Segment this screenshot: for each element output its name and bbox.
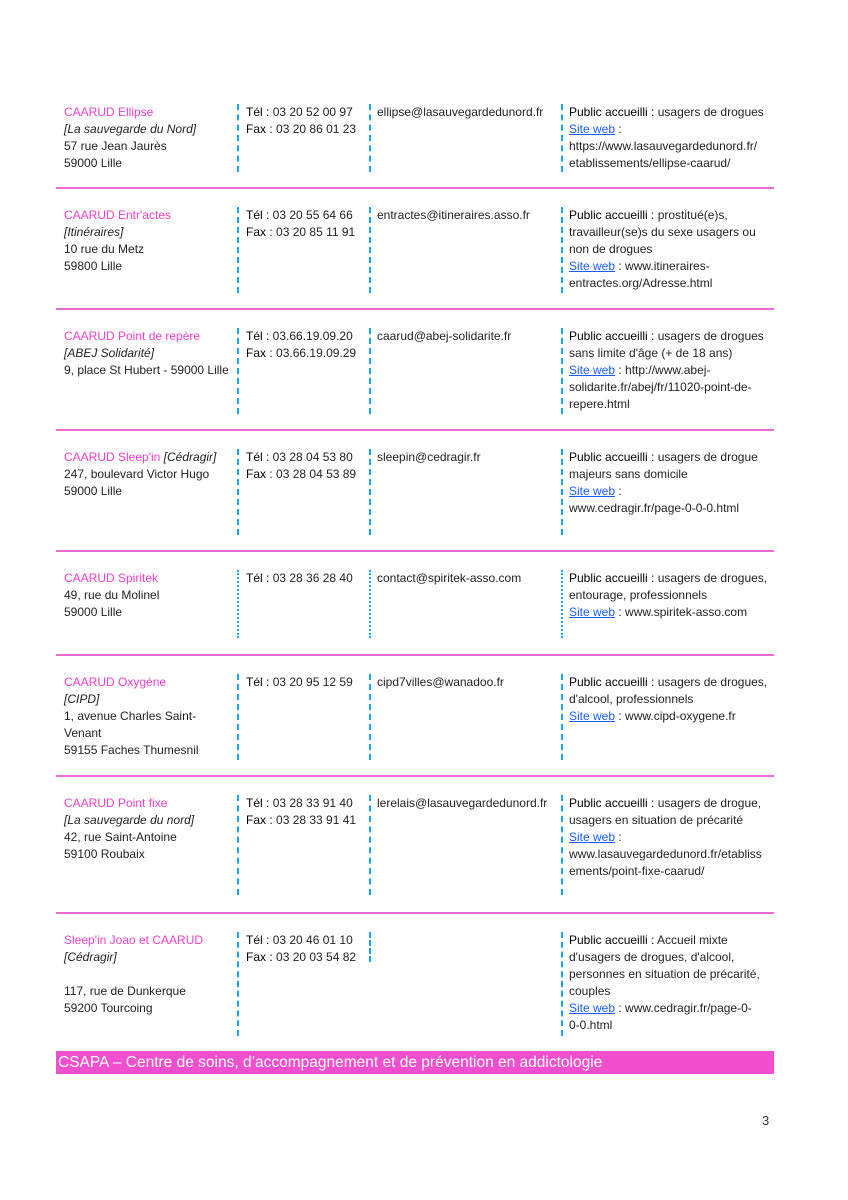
public-text: d'alcool, professionnels — [569, 692, 694, 706]
entry-phone-block — [238, 207, 370, 241]
site-web-link[interactable]: Site web — [569, 363, 616, 377]
entry-phone-block — [238, 328, 370, 362]
section-banner-csapa — [56, 1051, 774, 1074]
tel-value: : 03 28 04 53 80 — [266, 450, 353, 464]
entry-phone-block — [238, 932, 370, 966]
entry-email[interactable]: caarud@abej-solidarite.fr — [377, 329, 512, 343]
entry-phone-block — [238, 449, 370, 483]
entry-address-line: Venant — [64, 726, 102, 740]
entry-public-block — [561, 570, 781, 621]
public-text: Accueil mixte — [657, 933, 728, 947]
fax-label: Fax — [246, 225, 267, 239]
public-text: usagers de drogue, — [657, 796, 762, 810]
public-text: usagers de drogues, — [657, 571, 768, 585]
entry-email[interactable]: cipd7villes@wanadoo.fr — [377, 675, 504, 689]
entry-address-line: 59200 Tourcoing — [64, 1001, 153, 1015]
entry-address-line: 49, rue du Molinel — [64, 588, 160, 602]
public-text: usagers de drogues, — [657, 675, 768, 689]
site-sep: : — [618, 484, 622, 498]
site-url-line: solidarite.fr/abej/fr/11020-point-de- — [569, 380, 752, 394]
public-text: personnes en situation de précarité, — [569, 967, 760, 981]
site-sep: : www.spiritek-asso.com — [618, 605, 748, 619]
tel-label: Tél : — [246, 675, 270, 689]
public-text: non de drogues — [569, 242, 653, 256]
entry-address-line: 59000 Lille — [64, 156, 123, 170]
tel-value: 03 28 33 91 40 — [272, 796, 353, 810]
site-web-link[interactable]: Site web — [569, 122, 616, 136]
entry-name: Sleep'in Joao et CAARUD — [64, 933, 204, 947]
tel-value: 03 20 52 00 97 — [272, 105, 353, 119]
entry-email[interactable]: entractes@itineraires.asso.fr — [377, 208, 530, 222]
entry-name: CAARUD Ellipse — [64, 105, 154, 119]
site-sep: : www.cipd-oxygene.fr — [618, 709, 736, 723]
public-label: Public accueilli — [569, 450, 648, 464]
tel-label: Tél : — [246, 933, 270, 947]
entry-email-block — [369, 328, 567, 345]
entry-address-line: 59800 Lille — [64, 259, 123, 273]
fax-label: Fax — [246, 346, 267, 360]
entry-address-block — [64, 104, 236, 172]
entry-address-block — [64, 795, 236, 863]
fax-value: : 03 28 04 53 89 — [269, 467, 357, 481]
entry-address-line: 10 rue du Metz — [64, 242, 145, 256]
fax-value: 03 20 03 54 82 — [276, 950, 357, 964]
entry-spiritek — [56, 570, 774, 638]
tel-value: : 03.66.19.09.20 — [266, 329, 353, 343]
entry-address-line: 42, rue Saint-Antoine — [64, 830, 177, 844]
site-url-line: https://www.lasauvegardedunord.fr/ — [569, 139, 758, 153]
public-label: Public accueilli : — [569, 933, 655, 947]
entry-point-fixe — [56, 795, 774, 895]
site-url-line: repere.html — [569, 397, 630, 411]
entry-public-block — [561, 207, 781, 292]
tel-value: 03 28 36 28 40 — [272, 571, 353, 585]
entry-org: [La sauvegarde du Nord] — [64, 122, 197, 136]
public-text: majeurs sans domicile — [569, 467, 688, 481]
entry-name: CAARUD Entr'actes — [64, 208, 171, 222]
entry-entractes — [56, 207, 774, 293]
entry-address-line: 247, boulevard Victor Hugo — [64, 467, 210, 481]
fax-label: Fax : — [246, 950, 273, 964]
entry-email-block — [369, 570, 567, 587]
row-separator — [56, 775, 774, 777]
row-separator — [56, 187, 774, 189]
entry-org: [CIPD] — [64, 692, 100, 706]
fax-value: : 03 20 86 01 23 — [269, 122, 357, 136]
site-url-line: www.lasauvegardedunord.fr/etabliss — [569, 847, 762, 861]
site-url-line: entractes.org/Adresse.html — [569, 276, 713, 290]
site-web-link[interactable]: Site web — [569, 709, 616, 723]
site-url-line: 0-0.html — [569, 1018, 613, 1032]
entry-ellipse — [56, 104, 774, 172]
public-text: : usagers de drogue — [651, 450, 758, 464]
entry-address-line: 59000 Lille — [64, 605, 123, 619]
public-text: : usagers de drogues — [651, 329, 764, 343]
tel-label: Tél — [246, 208, 263, 222]
public-label: Public accueilli — [569, 329, 648, 343]
tel-value: : 03 20 55 64 66 — [266, 208, 353, 222]
entry-phone-block — [238, 570, 370, 587]
entry-address-block — [64, 570, 236, 621]
site-sep: : — [618, 122, 622, 136]
entry-public-block — [561, 795, 781, 880]
tel-label: Tél : — [246, 571, 270, 585]
fax-label: Fax — [246, 122, 267, 136]
entry-email-block — [369, 795, 567, 812]
entry-name: CAARUD Spiritek — [64, 571, 159, 585]
entry-address-block — [64, 674, 236, 759]
row-separator — [56, 429, 774, 431]
site-url-line: www.cedragir.fr/page-0-0-0.html — [569, 501, 740, 515]
entry-address-line: 1, avenue Charles Saint- — [64, 709, 197, 723]
row-separator — [56, 550, 774, 552]
entry-email[interactable]: ellipse@lasauvegardedunord.fr — [377, 105, 544, 119]
public-text: d'usagers de drogues, d'alcool, — [569, 950, 735, 964]
public-text: usagers en situation de précarité — [569, 813, 744, 827]
entry-address-block — [64, 328, 236, 379]
entry-phone-block — [238, 104, 370, 138]
public-text: travailleur(se)s du sexe usagers ou — [569, 225, 756, 239]
entry-email-block — [369, 674, 567, 691]
entry-address-line: 9, place St Hubert - 59000 Lille — [64, 363, 229, 377]
site-web-link[interactable]: Site web — [569, 605, 616, 619]
entry-org: [Cédragir] — [163, 450, 217, 464]
entry-oxygene — [56, 674, 774, 760]
entry-email[interactable]: lerelais@lasauvegardedunord.fr — [377, 796, 548, 810]
public-label: Public accueilli : — [569, 796, 655, 810]
site-sep: : — [618, 830, 622, 844]
entry-name: CAARUD Point de repère — [64, 329, 201, 343]
site-sep: : http://www.abej- — [618, 363, 711, 377]
tel-value: 03 20 46 01 10 — [272, 933, 353, 947]
entry-email-block — [369, 207, 567, 224]
entry-sleepin-joao — [56, 932, 774, 1036]
site-web-link[interactable]: Site web — [569, 1001, 616, 1015]
public-text: sans limite d'âge (+ de 18 ans) — [569, 346, 733, 360]
page-number: 3 — [762, 1113, 770, 1128]
section-banner-text: CSAPA – Centre de soins, d’accompagnement et de prévention en addictologie — [58, 1054, 603, 1071]
site-web-link[interactable]: Site web — [569, 259, 616, 273]
entry-public-block — [561, 674, 781, 725]
entry-phone-block — [238, 674, 370, 691]
public-label: Public accueilli : — [569, 571, 655, 585]
entry-org: [Cédragir] — [64, 950, 117, 964]
public-text: entourage, professionnels — [569, 588, 708, 602]
row-separator — [56, 912, 774, 914]
entry-point-de-repere — [56, 328, 774, 414]
entry-address-block — [64, 449, 236, 500]
entry-name: CAARUD Oxygène — [64, 675, 167, 689]
entry-sleepin — [56, 449, 774, 535]
tel-label: Tél — [246, 329, 263, 343]
entry-email[interactable]: contact@spiritek-asso.com — [377, 571, 522, 585]
fax-label: Fax : — [246, 813, 273, 827]
public-text: : prostitué(e)s, — [651, 208, 728, 222]
entry-email-block — [369, 449, 567, 466]
public-text: usagers de drogues — [657, 105, 764, 119]
entry-address-block — [64, 207, 236, 275]
public-text: couples — [569, 984, 611, 998]
entry-name: CAARUD Sleep'in — [64, 450, 161, 464]
tel-label: Tél — [246, 450, 263, 464]
entry-address-line: 59155 Faches Thumesnil — [64, 743, 199, 757]
entry-address-line: 59100 Roubaix — [64, 847, 145, 861]
entry-phone-block — [238, 795, 370, 829]
entry-address-line: 117, rue de Dunkerque — [64, 984, 186, 998]
entry-org: [Itinéraires] — [64, 225, 124, 239]
entry-address-block — [64, 932, 236, 1017]
tel-label: Tél : — [246, 796, 270, 810]
site-url-line: etablissements/ellipse-caarud/ — [569, 156, 731, 170]
entry-name: CAARUD Point fixe — [64, 796, 168, 810]
row-separator — [56, 654, 774, 656]
fax-value: : 03.66.19.09.29 — [269, 346, 357, 360]
entry-email[interactable]: sleepin@cedragir.fr — [377, 450, 481, 464]
public-label: Public accueilli — [569, 208, 648, 222]
entry-address-line: 57 rue Jean Jaurès — [64, 139, 167, 153]
public-label: Public accueilli : — [569, 105, 655, 119]
site-web-link[interactable]: Site web — [569, 830, 616, 844]
fax-value: : 03 20 85 11 91 — [269, 225, 356, 239]
entry-email-block — [369, 104, 567, 121]
fax-value: 03 28 33 91 41 — [276, 813, 357, 827]
site-sep: : www.cedragir.fr/page-0- — [618, 1001, 752, 1015]
site-sep: : www.itineraires- — [618, 259, 710, 273]
entry-public-block — [561, 328, 781, 413]
entry-org: [ABEJ Solidarité] — [64, 346, 155, 360]
entry-public-block — [561, 932, 781, 1034]
site-url-line: ements/point-fixe-caarud/ — [569, 864, 705, 878]
tel-value: 03 20 95 12 59 — [272, 675, 353, 689]
entry-public-block — [561, 104, 781, 172]
fax-label: Fax — [246, 467, 267, 481]
entry-org: [La sauvegarde du nord] — [64, 813, 195, 827]
row-separator — [56, 308, 774, 310]
public-label: Public accueilli : — [569, 675, 655, 689]
entry-address-line: 59000 Lille — [64, 484, 123, 498]
site-web-link[interactable]: Site web — [569, 484, 616, 498]
tel-label: Tél : — [246, 105, 270, 119]
entry-public-block — [561, 449, 781, 517]
